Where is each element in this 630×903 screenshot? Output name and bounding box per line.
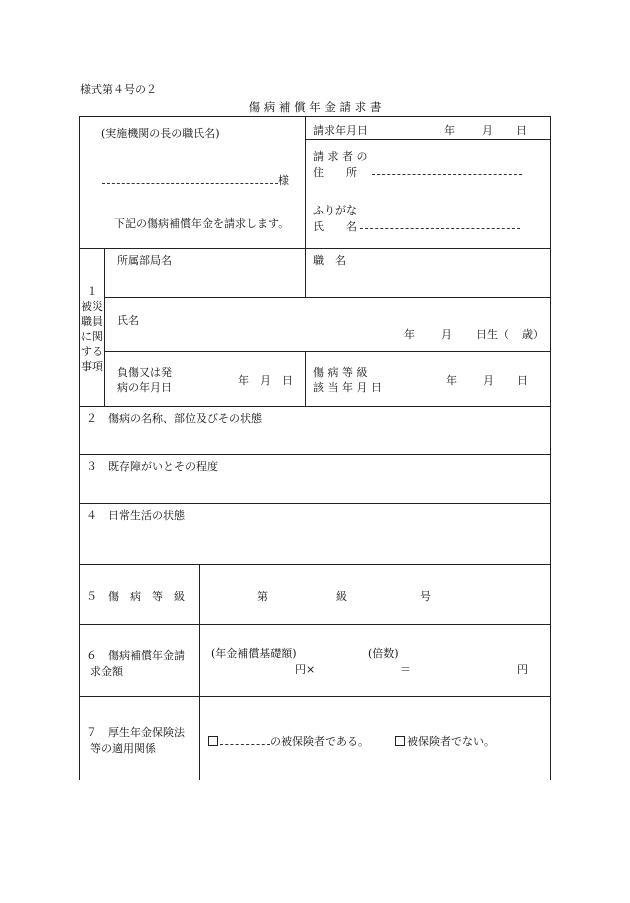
- address-label: 住 所: [313, 166, 357, 179]
- insured-checkbox[interactable]: [208, 736, 218, 746]
- age-label: 歳）: [522, 328, 544, 341]
- injury-date-label-line1: 負傷又は発: [117, 366, 172, 379]
- section1-title-line: 事項: [81, 360, 103, 373]
- injury-date-label-line2: 病の年月日: [117, 381, 172, 394]
- grade-kyu: 級: [336, 590, 347, 603]
- sama-suffix: 様: [278, 174, 289, 187]
- grade-month-label: 月: [483, 374, 494, 387]
- grade-year-label: 年: [446, 374, 457, 387]
- grade-dai: 第: [257, 590, 268, 603]
- section1-title-line: に関: [81, 330, 103, 343]
- applicant-name-field[interactable]: [360, 218, 520, 232]
- not-insured-checkbox[interactable]: [395, 736, 405, 746]
- base-amount-label: (年金補償基礎額): [211, 647, 297, 660]
- section4-label: ４ 日常生活の状態: [86, 509, 185, 522]
- not-insured-text: 被保険者でない。: [407, 735, 495, 748]
- section1-title-line: 職員: [81, 315, 103, 328]
- grade-date-label-line2: 該 当 年 月 日: [313, 381, 382, 394]
- authority-name-field[interactable]: [102, 172, 289, 188]
- section1-title-line: 被災: [81, 300, 103, 313]
- form-title: 傷 病 補 償 年 金 請 求 書: [248, 100, 382, 114]
- section5-label: ５ 傷 病 等 級: [86, 590, 185, 603]
- grade-go: 号: [420, 590, 431, 603]
- section7-label-line2: 等の適用関係: [90, 742, 156, 755]
- yen-unit: 円: [517, 663, 528, 676]
- address-field[interactable]: [372, 164, 522, 178]
- request-year-label: 年: [444, 124, 455, 137]
- yen-times: 円×: [295, 663, 316, 676]
- section3-label: ３ 既存障がいとその程度: [86, 460, 218, 473]
- request-statement: 下記の傷病補償年金を請求します。: [114, 217, 290, 230]
- section6-label-line2: 求金額: [90, 665, 123, 678]
- section1-title-line: する: [81, 345, 103, 358]
- birth-year-label: 年: [404, 328, 415, 341]
- section6-label-line1: ６ 傷病補償年金請: [86, 649, 185, 662]
- insurance-type-field[interactable]: [220, 735, 270, 745]
- request-month-label: 月: [482, 124, 493, 137]
- authority-label: (実施機関の長の職氏名): [101, 127, 220, 140]
- furigana-label: ふりがな: [313, 204, 357, 217]
- grade-date-label-line1: 傷 病 等 級: [313, 366, 368, 379]
- multiplier-label: (倍数): [368, 647, 399, 660]
- injury-date-ymd: 年 月 日: [238, 374, 293, 387]
- victim-name-label: 氏名: [117, 314, 139, 327]
- birth-day-label: 日生（: [476, 328, 509, 341]
- equals-sign: ＝: [400, 663, 411, 676]
- section2-label: ２ 傷病の名称、部位及びその状態: [86, 412, 262, 425]
- insured-text: の被保険者である。: [270, 735, 369, 748]
- section7-label-line1: ７ 厚生年金保険法: [86, 726, 185, 739]
- department-label: 所属部局名: [117, 254, 172, 267]
- request-day-label: 日: [516, 124, 527, 137]
- section1-heading: [80, 284, 104, 374]
- birth-month-label: 月: [441, 328, 452, 341]
- applicant-label: 請 求 者 の: [313, 150, 368, 163]
- request-date-label: 請求年月日: [313, 124, 368, 137]
- position-label: 職 名: [313, 254, 346, 267]
- not-insured-option[interactable]: [395, 733, 495, 749]
- form-number: 様式第４号の２: [80, 83, 157, 96]
- insured-option[interactable]: [208, 733, 369, 749]
- applicant-name-label: 氏 名: [313, 220, 357, 233]
- section1-number: １: [86, 285, 98, 298]
- grade-day-label: 日: [517, 374, 528, 387]
